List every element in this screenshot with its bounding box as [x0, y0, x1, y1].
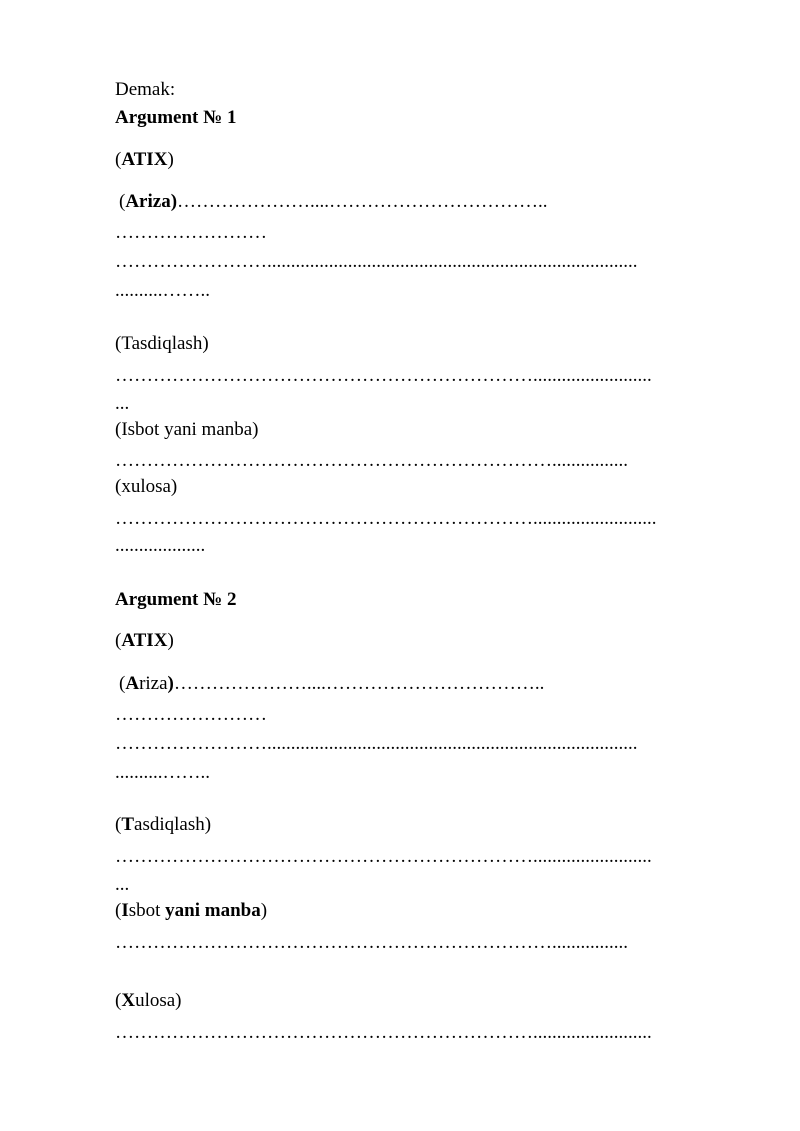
- argument-2-title-text: Argument № 2: [115, 589, 237, 610]
- argument-2-ariza-line: [119, 674, 544, 693]
- argument-1-dots-g: …………………………………………………………..........................: [115, 508, 657, 529]
- argument-2-dots-b: ……………………..............................................................................: [115, 733, 638, 754]
- argument-1-dots-d: ………………………………………………………….........................: [115, 365, 652, 386]
- ariza-initial: A: [125, 673, 140, 694]
- argument-2-dots-a: ……………………: [115, 704, 267, 725]
- fill-dots: …………………....……………………………..: [177, 191, 548, 212]
- argument-2-dots-f: ……………………………………………………………................: [115, 932, 628, 953]
- argument-2-xulosa: [115, 991, 182, 1010]
- argument-2-title: [115, 590, 236, 609]
- paren: (: [115, 990, 122, 1011]
- paren: ): [260, 900, 268, 921]
- argument-1-dots-h: ...................: [115, 535, 206, 556]
- paren: (: [115, 149, 122, 170]
- paren: (: [119, 673, 126, 694]
- argument-2-dots-d: ………………………………………………………….........................: [115, 846, 652, 867]
- xulosa-rest: ulosa): [135, 990, 182, 1011]
- tasdiq-rest: asdiqlash): [134, 814, 212, 835]
- atix-label: ATIX: [121, 149, 168, 170]
- argument-1-isbot: (Isbot yani manba): [115, 419, 259, 440]
- paren: ): [167, 630, 174, 651]
- argument-1-tasdiqlash: (Tasdiqlash): [115, 333, 209, 354]
- ariza-rest: riza: [139, 673, 168, 694]
- ariza-label: Ariza): [125, 191, 178, 212]
- paren: (: [115, 630, 122, 651]
- argument-1-atix: [115, 150, 174, 169]
- paren: ): [167, 673, 174, 694]
- argument-1-dots-f: ……………………………………………………………................: [115, 450, 628, 471]
- argument-1-ariza-line: [119, 192, 548, 211]
- argument-2-dots-g: ………………………………………………………….........................: [115, 1022, 652, 1043]
- isbot-bold-words: yani manba: [165, 900, 261, 921]
- argument-1-xulosa: (xulosa): [115, 476, 178, 497]
- argument-1-title-text: Argument № 1: [115, 107, 237, 128]
- paren: (: [119, 191, 126, 212]
- argument-1-title: [115, 108, 236, 127]
- tasdiq-initial: T: [121, 814, 135, 835]
- argument-2-isbot: [115, 901, 267, 920]
- isbot-rest: sbot: [128, 900, 166, 921]
- intro-text: Demak:: [115, 79, 176, 100]
- argument-2-tasdiqlash: [115, 815, 211, 834]
- argument-2-atix: [115, 631, 174, 650]
- argument-2-dots-e: ...: [115, 874, 130, 895]
- argument-2-dots-c: ..........……..: [115, 762, 210, 783]
- argument-1-dots-b: ……………………..............................................................................: [115, 251, 638, 272]
- argument-1-dots-a: ……………………: [115, 222, 267, 243]
- isbot-initial: I: [121, 900, 129, 921]
- paren: (: [115, 814, 122, 835]
- xulosa-initial: X: [121, 990, 136, 1011]
- paren: ): [167, 149, 174, 170]
- paren: (: [115, 900, 122, 921]
- argument-1-dots-c: ..........……..: [115, 280, 210, 301]
- atix-label: ATIX: [121, 630, 168, 651]
- argument-1-dots-e: ...: [115, 393, 130, 414]
- fill-dots: …………………....……………………………..: [173, 673, 545, 694]
